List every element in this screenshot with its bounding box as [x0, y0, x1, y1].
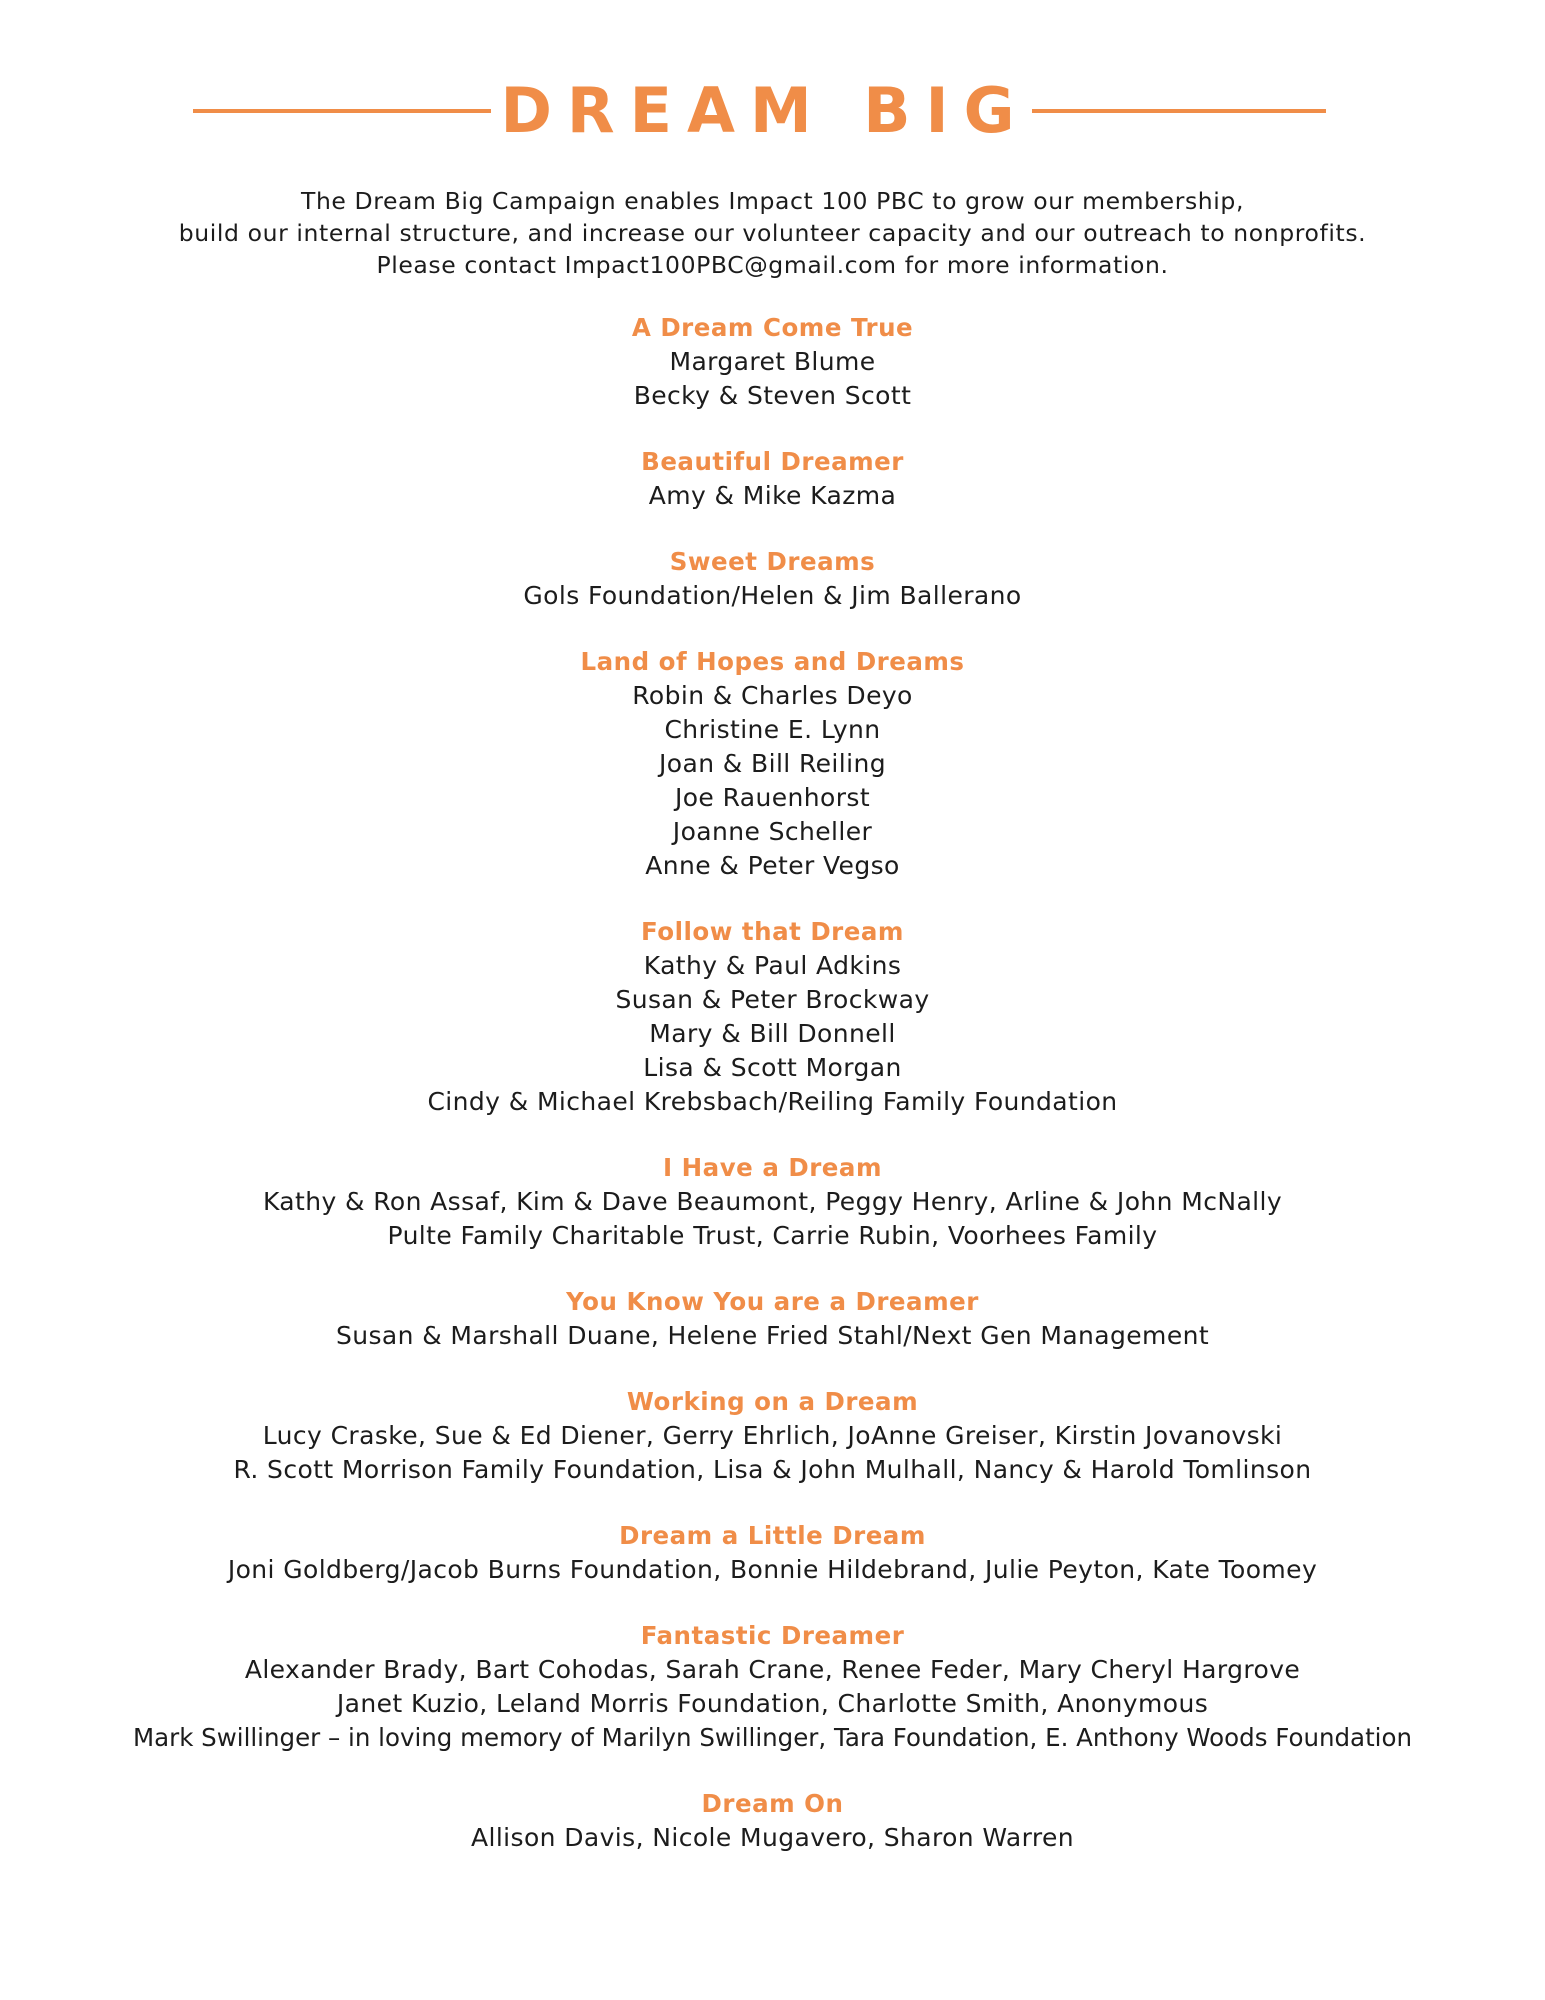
tier-title: Follow that Dream — [641, 917, 904, 946]
page-title: DREAM BIG — [500, 74, 1030, 147]
donor-line: Joni Goldberg/Jacob Burns Foundation, Bonnie Hildebrand, Julie Peyton, Kate Toomey — [227, 1555, 1318, 1584]
tier-title: Dream a Little Dream — [619, 1521, 926, 1550]
right-divider-rule — [1032, 109, 1326, 113]
intro-line: Please contact Impact100PBC@gmail.com for more information. — [376, 251, 1169, 279]
donor-line: Becky & Steven Scott — [633, 381, 912, 410]
tier-title: Land of Hopes and Dreams — [580, 647, 965, 676]
tier-section — [0, 915, 1545, 1119]
donor-line: Lisa & Scott Morgan — [643, 1053, 902, 1082]
intro-paragraph — [0, 185, 1545, 281]
donor-line: Amy & Mike Kazma — [648, 481, 897, 510]
tier-title: Dream On — [701, 1789, 844, 1818]
tier-section — [0, 1385, 1545, 1487]
donor-line: Susan & Peter Brockway — [615, 985, 930, 1014]
donor-line: Susan & Marshall Duane, Helene Fried Stahl/Next Gen Management — [335, 1321, 1210, 1350]
donor-tiers — [0, 311, 1545, 1887]
tier-section — [0, 545, 1545, 613]
donor-line: Cindy & Michael Krebsbach/Reiling Family Foundation — [427, 1087, 1118, 1116]
intro-line: The Dream Big Campaign enables Impact 100 PBC to grow our membership, — [300, 187, 1245, 215]
tier-title: Beautiful Dreamer — [641, 447, 904, 476]
donor-line: Lucy Craske, Sue & Ed Diener, Gerry Ehrlich, JoAnne Greiser, Kirstin Jovanovski — [262, 1421, 1283, 1450]
donor-line: Pulte Family Charitable Trust, Carrie Rubin, Voorhees Family — [387, 1221, 1158, 1250]
tier-title: I Have a Dream — [663, 1153, 882, 1182]
tier-section — [0, 1285, 1545, 1353]
tier-title: You Know You are a Dreamer — [566, 1287, 979, 1316]
donor-line: Allison Davis, Nicole Mugavero, Sharon Warren — [470, 1823, 1075, 1852]
tier-section — [0, 645, 1545, 883]
header — [0, 76, 1545, 146]
tier-section — [0, 1619, 1545, 1755]
donor-line: R. Scott Morrison Family Foundation, Lisa & John Mulhall, Nancy & Harold Tomlinson — [233, 1455, 1312, 1484]
tier-title: Sweet Dreams — [669, 547, 876, 576]
tier-section — [0, 311, 1545, 413]
donor-line: Margaret Blume — [669, 347, 876, 376]
donor-line: Robin & Charles Deyo — [632, 681, 913, 710]
donor-line: Joanne Scheller — [672, 817, 873, 846]
intro-line: build our internal structure, and increase our volunteer capacity and our outreach to nonprofits. — [178, 219, 1367, 247]
tier-title: Fantastic Dreamer — [640, 1621, 905, 1650]
tier-section — [0, 1151, 1545, 1253]
donor-line: Joan & Bill Reiling — [659, 749, 886, 778]
donor-line: Christine E. Lynn — [664, 715, 881, 744]
donor-line: Gols Foundation/Helen & Jim Ballerano — [523, 581, 1022, 610]
tier-section — [0, 1519, 1545, 1587]
donor-line: Alexander Brady, Bart Cohodas, Sarah Crane, Renee Feder, Mary Cheryl Hargrove — [244, 1655, 1301, 1684]
left-divider-rule — [193, 109, 491, 113]
donor-line: Kathy & Ron Assaf, Kim & Dave Beaumont, Peggy Henry, Arline & John McNally — [262, 1187, 1283, 1216]
donor-line: Kathy & Paul Adkins — [643, 951, 902, 980]
donor-line: Janet Kuzio, Leland Morris Foundation, Charlotte Smith, Anonymous — [336, 1689, 1209, 1718]
tier-section — [0, 1787, 1545, 1855]
donor-line: Joe Rauenhorst — [674, 783, 871, 812]
tier-title: Working on a Dream — [626, 1387, 919, 1416]
tier-title: A Dream Come True — [631, 313, 914, 342]
tier-section — [0, 445, 1545, 513]
donor-line: Mark Swillinger – in loving memory of Marilyn Swillinger, Tara Foundation, E. Anthony Woods Foundation — [132, 1723, 1413, 1752]
donor-line: Anne & Peter Vegso — [645, 851, 900, 880]
donor-line: Mary & Bill Donnell — [649, 1019, 896, 1048]
